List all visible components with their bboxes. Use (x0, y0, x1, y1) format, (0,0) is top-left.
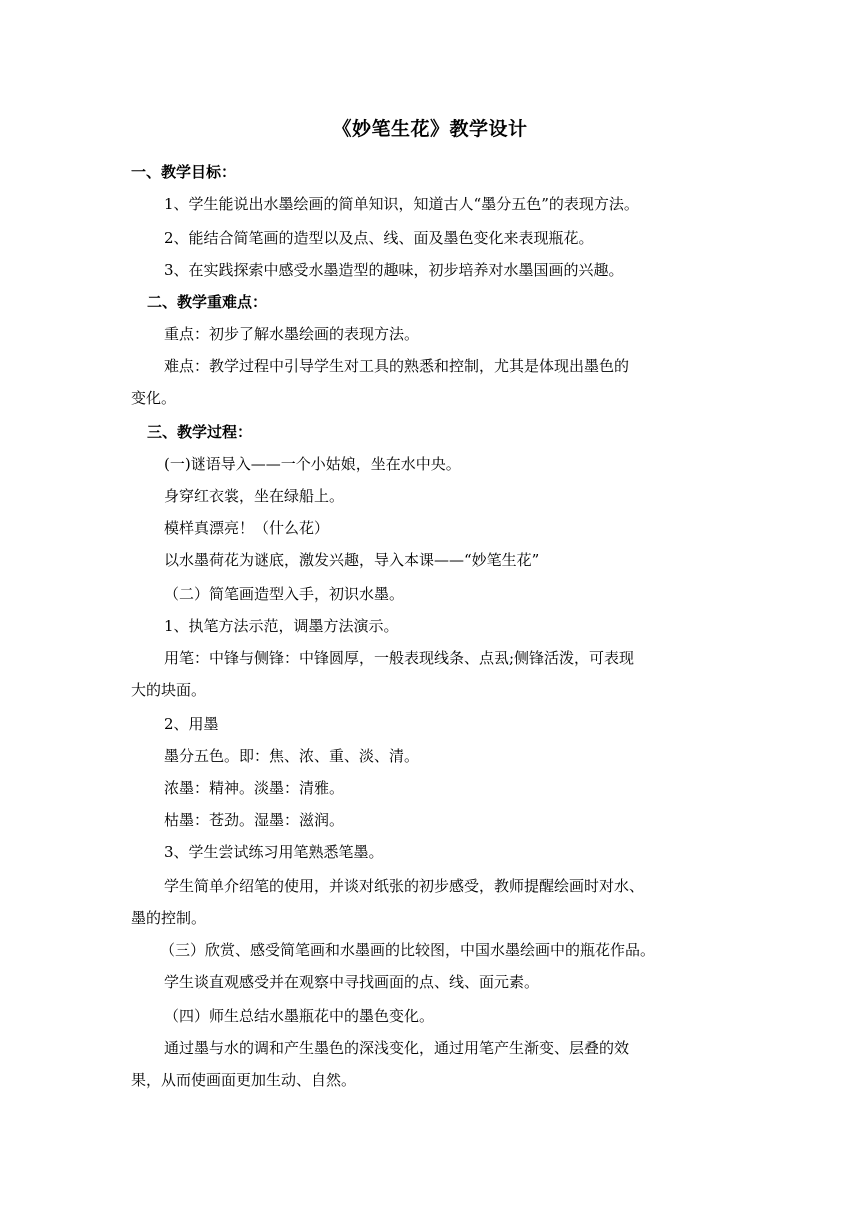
paragraph-line: 学生谈直观感受并在观察中寻找画面的点、线、面元素。 (164, 973, 540, 991)
paragraph-line: 浓墨：精神。淡墨：清雅。 (164, 779, 345, 797)
document-title: 《妙笔生花》教学设计 (332, 118, 528, 140)
paragraph-line: 学生简单介绍笔的使用，并谈对纸张的初步感受，教师提醒绘画时对水、 (164, 877, 645, 895)
heading-key-points: 二、教学重难点： (147, 293, 268, 311)
heading-teaching-goals: 一、教学目标： (131, 163, 237, 181)
paragraph-line: 模样真漂亮！（什么花） (164, 519, 330, 537)
paragraph-line: 大的块面。 (131, 681, 207, 699)
paragraph-line: 墨的控制。 (131, 909, 207, 927)
paragraph-line: 枯墨：苍劲。湿墨：滋润。 (164, 811, 345, 829)
paragraph-line: （四）师生总结水墨瓶花中的墨色变化。 (164, 1007, 435, 1025)
paragraph-line: 变化。 (131, 389, 177, 407)
paragraph-line: 用笔：中锋与侧锋：中锋圆厚，一般表现线条、点厾;侧锋活泼，可表现 (164, 649, 635, 667)
paragraph-line: 重点：初步了解水墨绘画的表现方法。 (164, 325, 420, 343)
paragraph-line: 墨分五色。即：焦、浓、重、淡、清。 (164, 747, 420, 765)
paragraph-line: 2、能结合简笔画的造型以及点、线、面及墨色变化来表现瓶花。 (164, 229, 594, 247)
paragraph-line: (一)谜语导入——一个小姑娘，坐在水中央。 (164, 455, 461, 473)
paragraph-line: 2、用墨 (164, 715, 219, 733)
paragraph-line: 3、在实践探索中感受水墨造型的趣味，初步培养对水墨国画的兴趣。 (164, 261, 624, 279)
paragraph-line: 3、学生尝试练习用笔熟悉笔墨。 (164, 843, 384, 861)
heading-teaching-process: 三、教学过程： (147, 423, 253, 441)
paragraph-line: 难点：教学过程中引导学生对工具的熟悉和控制，尤其是体现出墨色的 (164, 357, 630, 375)
paragraph-line: 通过墨与水的调和产生墨色的深浅变化，通过用笔产生渐变、层叠的效 (164, 1039, 630, 1057)
paragraph-line: （三）欣赏、感受简笔画和水墨画的比较图，中国水墨绘画中的瓶花作品。 (160, 941, 656, 959)
paragraph-line: 1、学生能说出水墨绘画的简单知识，知道古人“墨分五色”的表现方法。 (164, 195, 639, 213)
paragraph-line: 1、执笔方法示范，调墨方法演示。 (164, 617, 399, 635)
paragraph-line: （二）简笔画造型入手，初识水墨。 (164, 585, 405, 603)
paragraph-line: 果，从而使画面更加生动、自然。 (131, 1071, 357, 1089)
paragraph-line: 以水墨荷花为谜底，激发兴趣，导入本课——“妙笔生花” (164, 551, 540, 569)
paragraph-line: 身穿红衣裳，坐在绿船上。 (164, 487, 345, 505)
